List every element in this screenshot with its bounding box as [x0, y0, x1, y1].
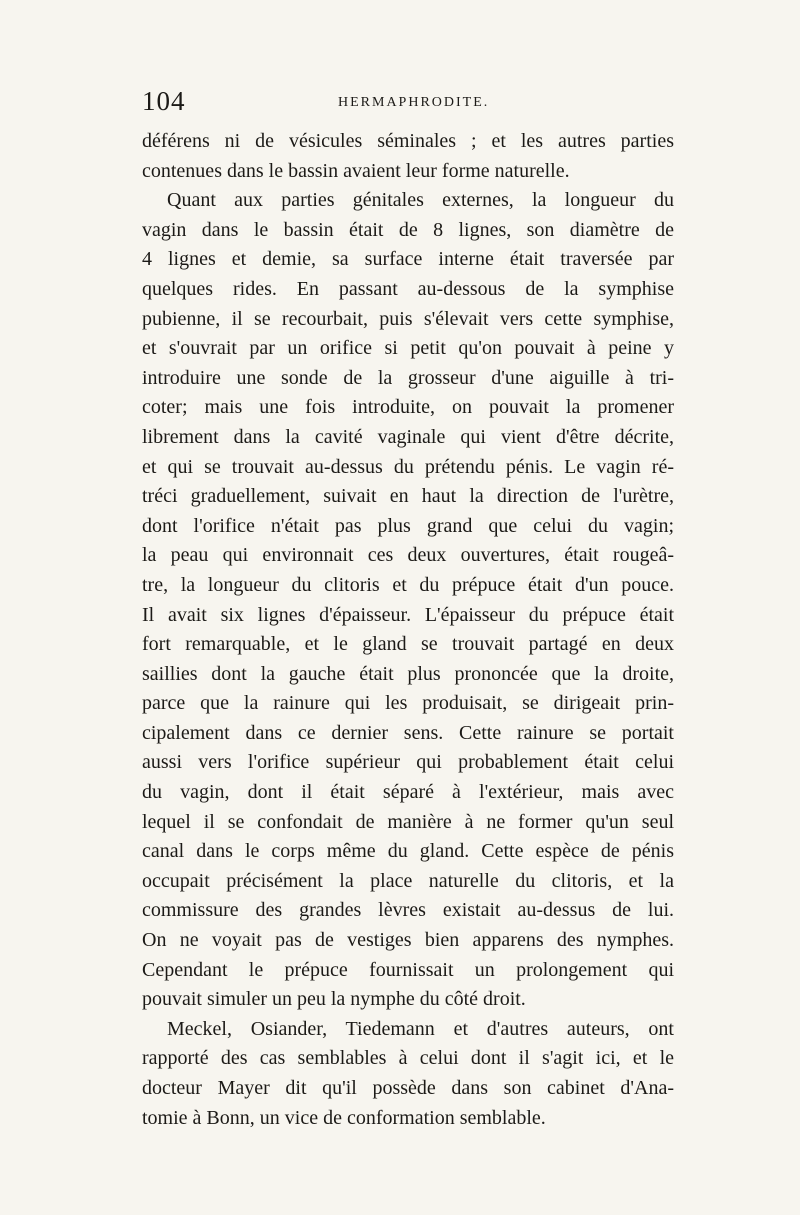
text-line: rapporté des cas semblables à celui dont il s'agit ici, et le	[142, 1047, 674, 1070]
text-line: du vagin, dont il était séparé à l'extérieur, mais avec	[142, 781, 674, 804]
text-body	[142, 127, 674, 1133]
page-header	[142, 86, 674, 120]
text-line: dont l'orifice n'était pas plus grand que celui du vagin;	[142, 514, 674, 537]
text-line: vagin dans le bassin était de 8 lignes, son diamètre de	[142, 218, 674, 241]
text-line: librement dans la cavité vaginale qui vient d'être décrite,	[142, 425, 674, 448]
text-line: déférens ni de vésicules séminales ; et les autres parties	[142, 130, 674, 152]
text-line: la peau qui environnait ces deux ouvertures, était rougeâ-	[142, 544, 674, 567]
text-line: lequel il se confondait de manière à ne former qu'un seul	[142, 810, 674, 833]
text-line: Quant aux parties génitales externes, la longueur du	[167, 189, 674, 212]
text-line: aussi vers l'orifice supérieur qui probablement était celui	[142, 751, 674, 774]
text-line: occupait précisément la place naturelle du clitoris, et la	[142, 869, 674, 892]
text-line: commissure des grandes lèvres existait au-dessus de lui.	[142, 899, 674, 922]
text-line: Il avait six lignes d'épaisseur. L'épaisseur du prépuce était	[142, 603, 674, 626]
text-line: pubienne, il se recourbait, puis s'élevait vers cette symphise,	[142, 307, 674, 330]
text-line: On ne voyait pas de vestiges bien apparens des nymphes.	[142, 929, 674, 952]
text-line: canal dans le corps même du gland. Cette espèce de pénis	[142, 840, 674, 863]
text-line: docteur Mayer dit qu'il possède dans son cabinet d'Ana-	[142, 1077, 674, 1099]
text-line: et s'ouvrait par un orifice si petit qu'on pouvait à peine y	[142, 337, 674, 360]
text-line: fort remarquable, et le gland se trouvait partagé en deux	[142, 633, 674, 656]
text-line: tre, la longueur du clitoris et du prépuce était d'un pouce.	[142, 573, 674, 596]
text-line: introduire une sonde de la grosseur d'une aiguille à tri-	[142, 366, 674, 389]
text-line: et qui se trouvait au-dessus du prétendu pénis. Le vagin ré-	[142, 455, 674, 478]
running-head: HERMAPHRODITE.	[338, 95, 490, 110]
page-number: 104	[142, 86, 186, 116]
text-line: pouvait simuler un peu la nymphe du côté droit.	[142, 988, 526, 1011]
text-line: Cependant le prépuce fournissait un prolongement qui	[142, 958, 674, 981]
text-line: parce que la rainure qui les produisait, se dirigeait prin-	[142, 692, 674, 715]
text-line: Meckel, Osiander, Tiedemann et d'autres auteurs, ont	[167, 1017, 674, 1040]
text-line: quelques rides. En passant au-dessous de la symphise	[142, 277, 674, 300]
text-line: cipalement dans ce dernier sens. Cette rainure se portait	[142, 721, 674, 744]
text-line: tréci graduellement, suivait en haut la direction de l'urètre,	[142, 485, 674, 508]
text-line: tomie à Bonn, un vice de conformation semblable.	[142, 1106, 546, 1129]
text-line: 4 lignes et demie, sa surface interne était traversée par	[142, 248, 674, 271]
text-line: saillies dont la gauche était plus prononcée que la droite,	[142, 662, 674, 685]
text-line: coter; mais une fois introduite, on pouvait la promener	[142, 396, 674, 419]
text-line: contenues dans le bassin avaient leur forme naturelle.	[142, 159, 570, 182]
